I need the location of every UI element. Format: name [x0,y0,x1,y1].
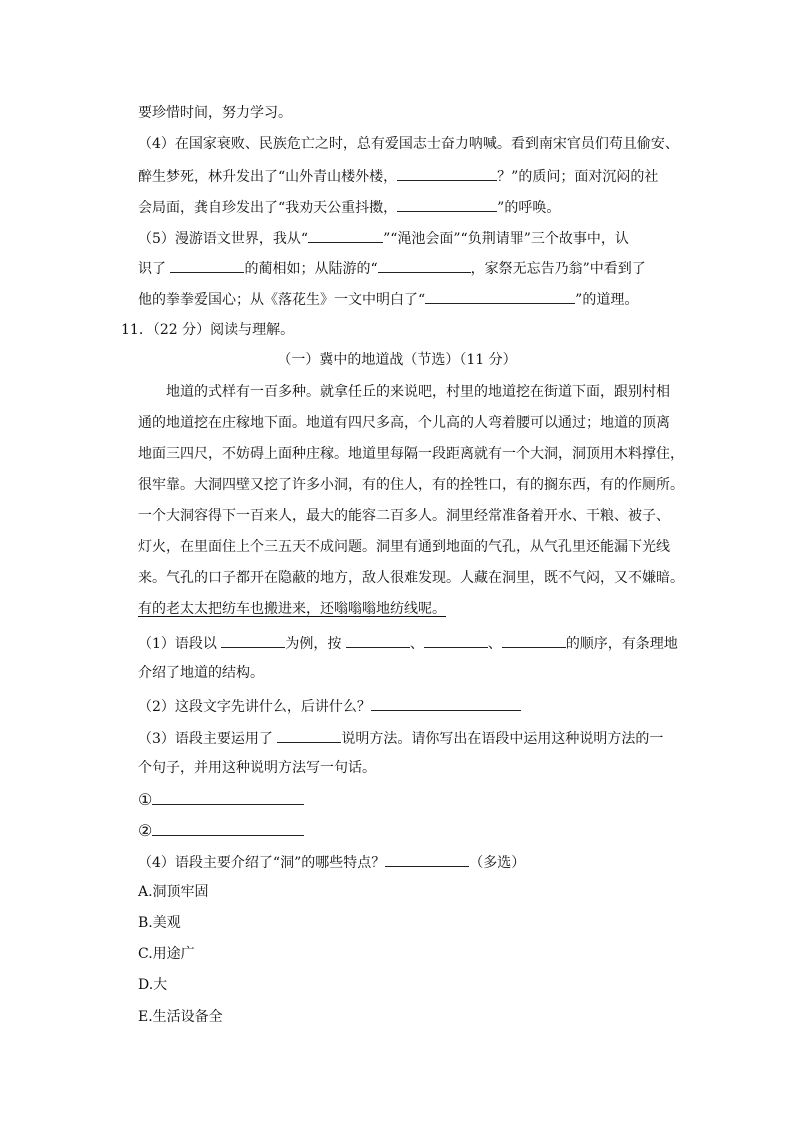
answer-blank[interactable] [170,257,244,273]
option-e[interactable]: E.生活设备全 [138,1009,223,1025]
text-line: （4）在国家衰败、民族危亡之时，总有爱国志士奋力呐喊。看到南宋官员们苟且偷安、 [138,136,679,152]
text-segment: ？”的质问；面对沉闷的社 [497,169,659,185]
sub-question-3 [138,727,663,749]
option-a[interactable]: A.洞顶牢固 [138,884,209,900]
text-line: 个句子，并用这种说明方法写一句话。 [138,760,376,776]
text-line [138,227,629,249]
text-line: 要珍惜时间，努力学习。 [138,105,292,121]
text-segment: 为例，按 [285,636,346,652]
text-segment: （多选） [469,855,526,871]
answer-blank[interactable] [277,727,341,743]
option-c[interactable]: C.用途广 [138,946,195,962]
text-segment: （4）语段主要介绍了“洞”的哪些特点？ [138,855,386,871]
text-segment: 的蔺相如；从陆游的“ [244,261,378,277]
text-segment: 的顺序，有条理地 [565,636,678,652]
sub-question-1 [138,632,678,654]
answer-blank[interactable] [152,789,304,805]
option-d[interactable]: D.大 [138,977,168,993]
answer-blank[interactable] [502,632,566,648]
circled-number: ① [138,790,153,809]
answer-blank[interactable] [397,165,497,181]
text-segment: （1）语段以 [138,636,222,652]
passage-line: 一个大洞容得下一百来人，最大的能容二百多人。洞里经常准备着开水、干粮、被子、 [138,508,670,524]
text-segment: 醉生梦死，林升发出了“山外青山楼外楼， [138,169,398,185]
answer-blank[interactable] [371,695,521,711]
circled-number: ② [138,821,153,840]
text-line [138,196,560,218]
answer-blank[interactable] [397,196,497,212]
passage-line: 来。气孔的口子都开在隐蔽的地方，敌人很难发现。人藏在洞里，既不气闷，又不嫌暗。 [138,570,684,586]
passage-line: 灯火，在里面住上个三五天不成问题。洞里有通到地面的气孔，从气孔里还能漏下光线 [138,539,670,555]
option-b[interactable]: B.美观 [138,915,181,931]
text-line [138,165,658,187]
text-segment: （3）语段主要运用了 [138,731,278,747]
text-segment: （5）漫游语文世界，我从“ [138,231,309,247]
text-segment: 识了 [138,261,171,277]
answer-line-2 [138,820,304,841]
answer-blank[interactable] [424,632,488,648]
text-segment: ”的呼唤。 [497,200,561,216]
answer-blank[interactable] [221,632,285,648]
text-segment: 说明方法。请你写出在语段中运用这种说明方法的一 [341,731,664,747]
question-number: 11．（22 分）阅读与理解。 [121,322,295,338]
text-segment: ”的道理。 [575,292,639,308]
answer-blank[interactable] [425,288,575,304]
answer-blank[interactable] [346,632,410,648]
answer-blank[interactable] [152,820,304,836]
text-line: 介绍了地道的结构。 [138,665,264,681]
text-line [138,288,638,310]
passage-line: 地道的式样有一百多种。就拿任丘的来说吧，村里的地道挖在街道下面，跟别村相 [166,384,670,400]
text-segment: ，家祭无忘告乃翁”中看到了 [470,261,646,277]
section-title: （一）冀中的地道战（节选）（11 分） [277,352,517,368]
answer-line-1 [138,789,304,810]
answer-blank[interactable] [385,851,469,867]
text-segment: 、 [487,636,502,652]
text-line [138,257,646,279]
passage-line: 很牢靠。大洞四壁又挖了许多小洞，有的住人，有的拴牲口，有的搁东西，有的作厕所。 [138,477,684,493]
sub-question-4 [138,851,525,873]
text-segment: （2）这段文字先讲什么，后讲什么？ [138,699,371,715]
text-segment: 他的拳拳爱国心；从《落花生》一文中明白了“ [138,292,426,308]
text-segment: 、 [409,636,424,652]
answer-blank[interactable] [308,227,383,243]
text-segment: ”“渑池会面”“负荆请罪”三个故事中，认 [383,231,629,247]
sub-question-2 [138,695,521,717]
passage-line: 地面三四尺，不妨碍上面种庄稼。地道里每隔一段距离就有一个大洞，洞顶用木料撑住， [138,446,684,462]
text-segment: 会局面，龚自珍发出了“我劝天公重抖擞， [138,200,398,216]
answer-blank[interactable] [378,257,471,273]
passage-line-underlined: 有的老太太把纺车也搬进来，还嗡嗡嗡地纺线呢。 [138,601,446,617]
passage-line: 通的地道挖在庄稼地下面。地道有四尺多高，个儿高的人弯着腰可以通过；地道的顶离 [138,415,670,431]
